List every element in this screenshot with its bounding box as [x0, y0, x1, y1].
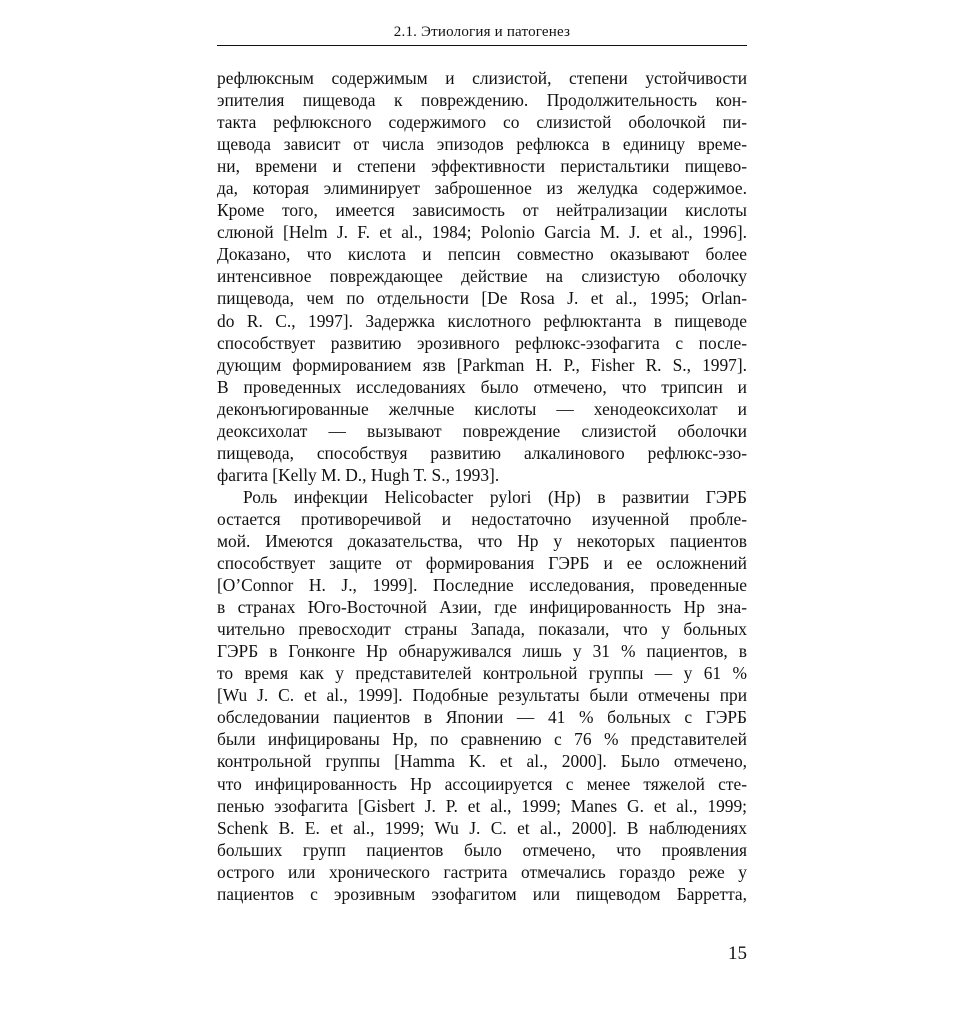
text-line: щевода зависит от числа эпизодов рефлюкса в единицу време- — [217, 134, 747, 155]
text-line: do R. C., 1997]. Задержка кислотного рефлюктанта в пищеводе — [217, 310, 747, 331]
text-line: такта рефлюксного содержимого со слизистой оболочкой пи- — [217, 112, 747, 133]
text-line: да, которая элиминирует заброшенное из желудка содержимое. — [217, 178, 747, 199]
text-line: деконъюгированные желчные кислоты — хенодеоксихолат и — [217, 398, 747, 419]
text-line: пенью эзофагита [Gisbert J. P. et al., 1999; Manes G. et al., 1999; — [217, 795, 747, 816]
text-line: дующим формированием язв [Parkman H. P., Fisher R. S., 1997]. — [217, 354, 747, 375]
text-line: Роль инфекции Helicobacter pylori (Hp) в развитии ГЭРБ — [243, 486, 747, 507]
text-line: [O’Connor H. J., 1999]. Последние исследования, проведенные — [217, 575, 747, 596]
text-line: что инфицированность Hp ассоциируется с менее тяжелой сте- — [217, 773, 747, 794]
text-line: В проведенных исследованиях было отмечено, что трипсин и — [217, 376, 747, 397]
text-line: [Wu J. C. et al., 1999]. Подобные результаты были отмечены при — [217, 685, 747, 706]
book-page — [217, 0, 747, 1014]
text-line: фагита [Kelly M. D., Hugh T. S., 1993]. — [217, 464, 500, 485]
text-line: слюной [Helm J. F. et al., 1984; Polonio Garcia M. J. et al., 1996]. — [217, 222, 747, 243]
text-line: эпителия пищевода к повреждению. Продолжительность кон- — [217, 90, 747, 111]
text-line: ГЭРБ в Гонконге Hp обнаруживался лишь у 31 % пациентов, в — [217, 641, 747, 662]
text-line: были инфицированы Hp, по сравнению с 76 % представителей — [217, 729, 747, 750]
text-line: Schenk B. E. et al., 1999; Wu J. C. et al., 2000]. В наблюдениях — [217, 817, 747, 838]
text-line: острого или хронического гастрита отмечались гораздо реже у — [217, 861, 747, 882]
text-line: способствует защите от формирования ГЭРБ и ее осложнений — [217, 553, 747, 574]
text-line: больших групп пациентов было отмечено, что проявления — [217, 839, 747, 860]
text-line: ни, времени и степени эффективности перистальтики пищево- — [217, 156, 747, 177]
text-line: интенсивное повреждающее действие на слизистую оболочку — [217, 266, 747, 287]
text-line: мой. Имеются доказательства, что Hp у некоторых пациентов — [217, 530, 747, 551]
text-line: Доказано, что кислота и пепсин совместно оказывают более — [217, 244, 747, 265]
body-text — [217, 67, 747, 905]
text-line: пищевода, способствуя развитию алкалинового рефлюкс-эзо- — [217, 442, 747, 463]
text-line: Кроме того, имеется зависимость от нейтрализации кислоты — [217, 200, 747, 221]
text-line: пищевода, чем по отдельности [De Rosa J. et al., 1995; Orlan- — [217, 288, 747, 309]
header-rule — [217, 45, 747, 46]
page-number: 15 — [728, 943, 747, 964]
text-line: в странах Юго-Восточной Азии, где инфицированность Hp зна- — [217, 597, 747, 618]
text-line: остается противоречивой и недостаточно изученной пробле- — [217, 508, 747, 529]
text-line: рефлюксным содержимым и слизистой, степени устойчивости — [217, 68, 747, 88]
text-line: способствует развитию эрозивного рефлюкс-эзофагита с после- — [217, 332, 747, 353]
text-line: контрольной группы [Hamma K. et al., 2000]. Было отмечено, — [217, 751, 747, 772]
text-line: обследовании пациентов в Японии — 41 % больных с ГЭРБ — [217, 707, 747, 728]
text-line: то время как у представителей контрольной группы — у 61 % — [217, 663, 747, 684]
text-line: чительно превосходит страны Запада, показали, что у больных — [217, 619, 747, 640]
text-line: деоксихолат — вызывают повреждение слизистой оболочки — [217, 420, 747, 441]
running-head: 2.1. Этиология и патогенез — [393, 24, 571, 40]
text-line: пациентов с эрозивным эзофагитом или пищеводом Барретта, — [217, 883, 747, 904]
